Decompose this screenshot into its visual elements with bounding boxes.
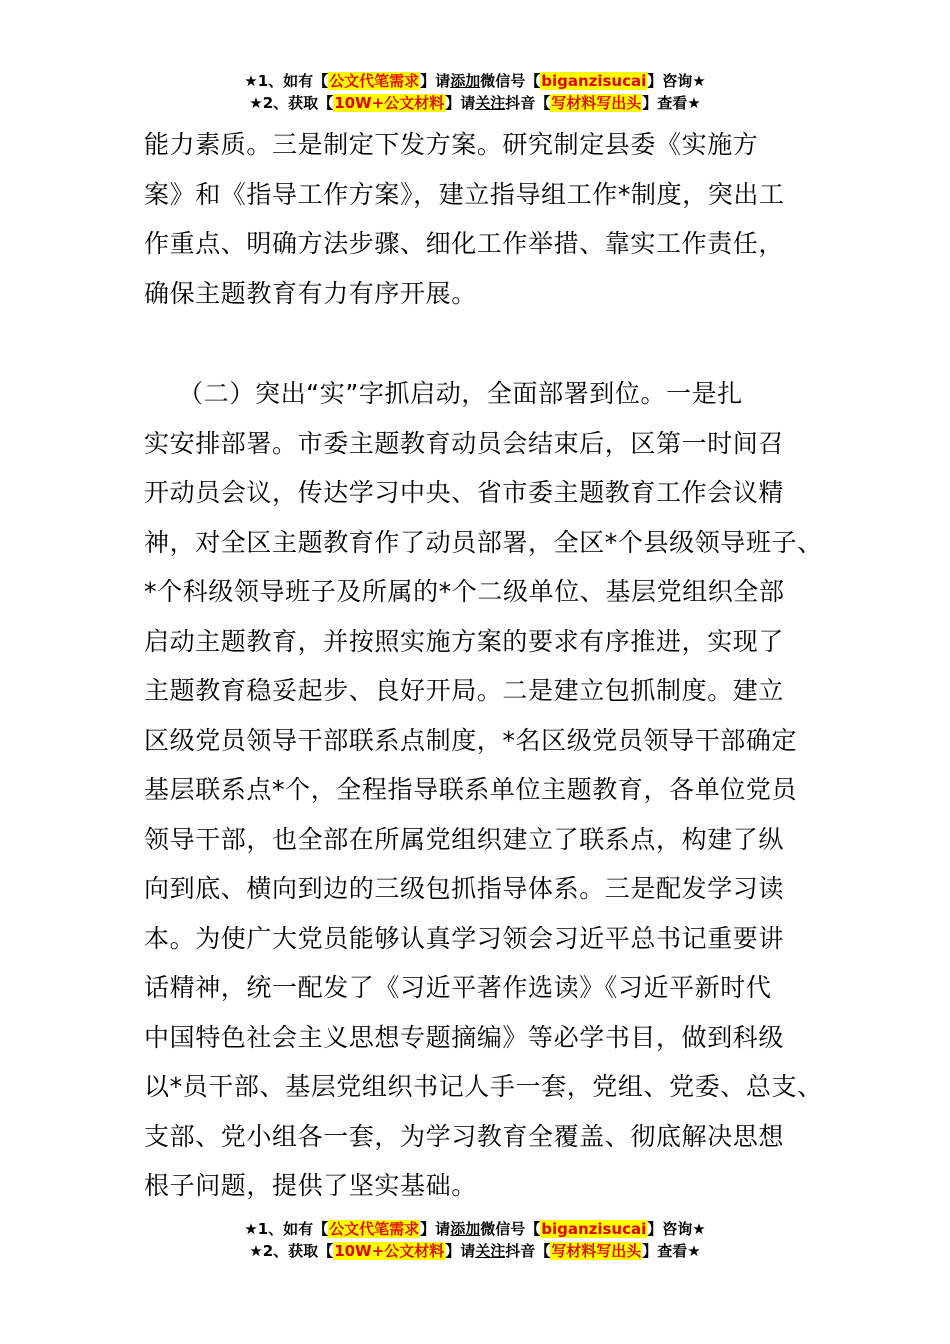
banner-line-2 bbox=[0, 1240, 950, 1262]
paragraph-line: 话精神，统一配发了《习近平著作选读》《习近平新时代 bbox=[144, 973, 772, 1002]
banner-line-2 bbox=[0, 92, 950, 114]
paragraph-line: （二）突出“实”字抓启动，全面部署到位。一是扎 bbox=[144, 379, 743, 408]
paragraph-line: 神，对全区主题教育作了动员部署，全区*个县级领导班子、 bbox=[144, 527, 823, 557]
banner-underlined-text: 添加 bbox=[450, 1220, 481, 1238]
footer-banner bbox=[0, 1218, 950, 1262]
paragraph-1 bbox=[144, 120, 824, 318]
paragraph-line: 中国特色社会主义思想专题摘编》等必学书目，做到科级 bbox=[144, 1022, 785, 1052]
banner-text: 微信号【 bbox=[480, 72, 541, 90]
highlight-materials: 10W+公文材料 bbox=[334, 94, 445, 112]
paragraph-line: 确保主题教育有力有序开展。 bbox=[144, 278, 477, 308]
banner-text: ★1、如有【 bbox=[244, 1220, 329, 1238]
banner-text: 】咨询★ bbox=[647, 72, 706, 90]
banner-text: ★2、获取【 bbox=[249, 1242, 334, 1260]
highlight-materials: 10W+公文材料 bbox=[334, 1242, 445, 1260]
banner-text: 】请 bbox=[445, 1242, 476, 1260]
highlight-douyin-account: 写材料写出头 bbox=[551, 94, 642, 112]
paragraph-line: *个科级领导班子及所属的*个二级单位、基层党组织全部 bbox=[144, 577, 785, 606]
paragraph-line: 根子问题，提供了坚实基础。 bbox=[144, 1171, 477, 1200]
highlight-wechat-id: biganzisucai bbox=[541, 72, 647, 90]
banner-underlined-text: 关注 bbox=[475, 1242, 506, 1260]
banner-text: 微信号【 bbox=[480, 1220, 541, 1238]
paragraph-line: 开动员会议，传达学习中央、省市委主题教育工作会议精 bbox=[144, 478, 785, 507]
banner-text: 】请 bbox=[420, 1220, 451, 1238]
banner-text: 抖音【 bbox=[505, 1242, 551, 1260]
paragraph-line: 作重点、明确方法步骤、细化工作举措、靠实工作责任， bbox=[144, 229, 785, 258]
paragraph-line: 基层联系点*个，全程指导联系单位主题教育，各单位党员 bbox=[144, 775, 798, 804]
highlight-douyin-account: 写材料写出头 bbox=[551, 1242, 642, 1260]
highlight-wechat-id: biganzisucai bbox=[541, 1220, 647, 1238]
banner-text: 】请 bbox=[445, 94, 476, 112]
paragraph-line: 向到底、横向到边的三级包抓指导体系。三是配发学习读 bbox=[144, 874, 785, 903]
highlight-service: 公文代笔需求 bbox=[329, 1220, 420, 1238]
paragraph-line: 案》和《指导工作方案》，建立指导组工作*制度，突出工 bbox=[144, 179, 785, 209]
paragraph-line: 以*员干部、基层党组织书记人手一套，党组、党委、总支、 bbox=[144, 1072, 823, 1101]
paragraph-line: 启动主题教育，并按照实施方案的要求有序推进，实现了 bbox=[144, 626, 785, 656]
banner-text: 】查看★ bbox=[642, 94, 701, 112]
banner-text: 抖音【 bbox=[505, 94, 551, 112]
paragraph-line: 本。为使广大党员能够认真学习领会习近平总书记重要讲 bbox=[144, 923, 785, 953]
paragraph-2 bbox=[144, 369, 824, 1211]
header-banner bbox=[0, 70, 950, 114]
banner-text: ★1、如有【 bbox=[244, 72, 329, 90]
banner-underlined-text: 关注 bbox=[475, 94, 506, 112]
banner-text: 】咨询★ bbox=[647, 1220, 706, 1238]
banner-underlined-text: 添加 bbox=[450, 72, 481, 90]
paragraph-line: 能力素质。三是制定下发方案。研究制定县委《实施方 bbox=[144, 130, 759, 159]
banner-text: ★2、获取【 bbox=[249, 94, 334, 112]
banner-line-1 bbox=[0, 70, 950, 92]
banner-line-1 bbox=[0, 1218, 950, 1240]
paragraph-line: 领导干部，也全部在所属党组织建立了联系点，构建了纵 bbox=[144, 824, 785, 854]
banner-text: 】查看★ bbox=[642, 1242, 701, 1260]
paragraph-line: 实安排部署。市委主题教育动员会结束后，区第一时间召 bbox=[144, 428, 785, 458]
paragraph-line: 区级党员领导干部联系点制度，*名区级党员领导干部确定 bbox=[144, 725, 798, 755]
paragraph-line: 主题教育稳妥起步、良好开局。二是建立包抓制度。建立 bbox=[144, 676, 785, 705]
highlight-service: 公文代笔需求 bbox=[329, 72, 420, 90]
banner-text: 】请 bbox=[420, 72, 451, 90]
paragraph-line: 支部、党小组各一套，为学习教育全覆盖、彻底解决思想 bbox=[144, 1121, 785, 1151]
